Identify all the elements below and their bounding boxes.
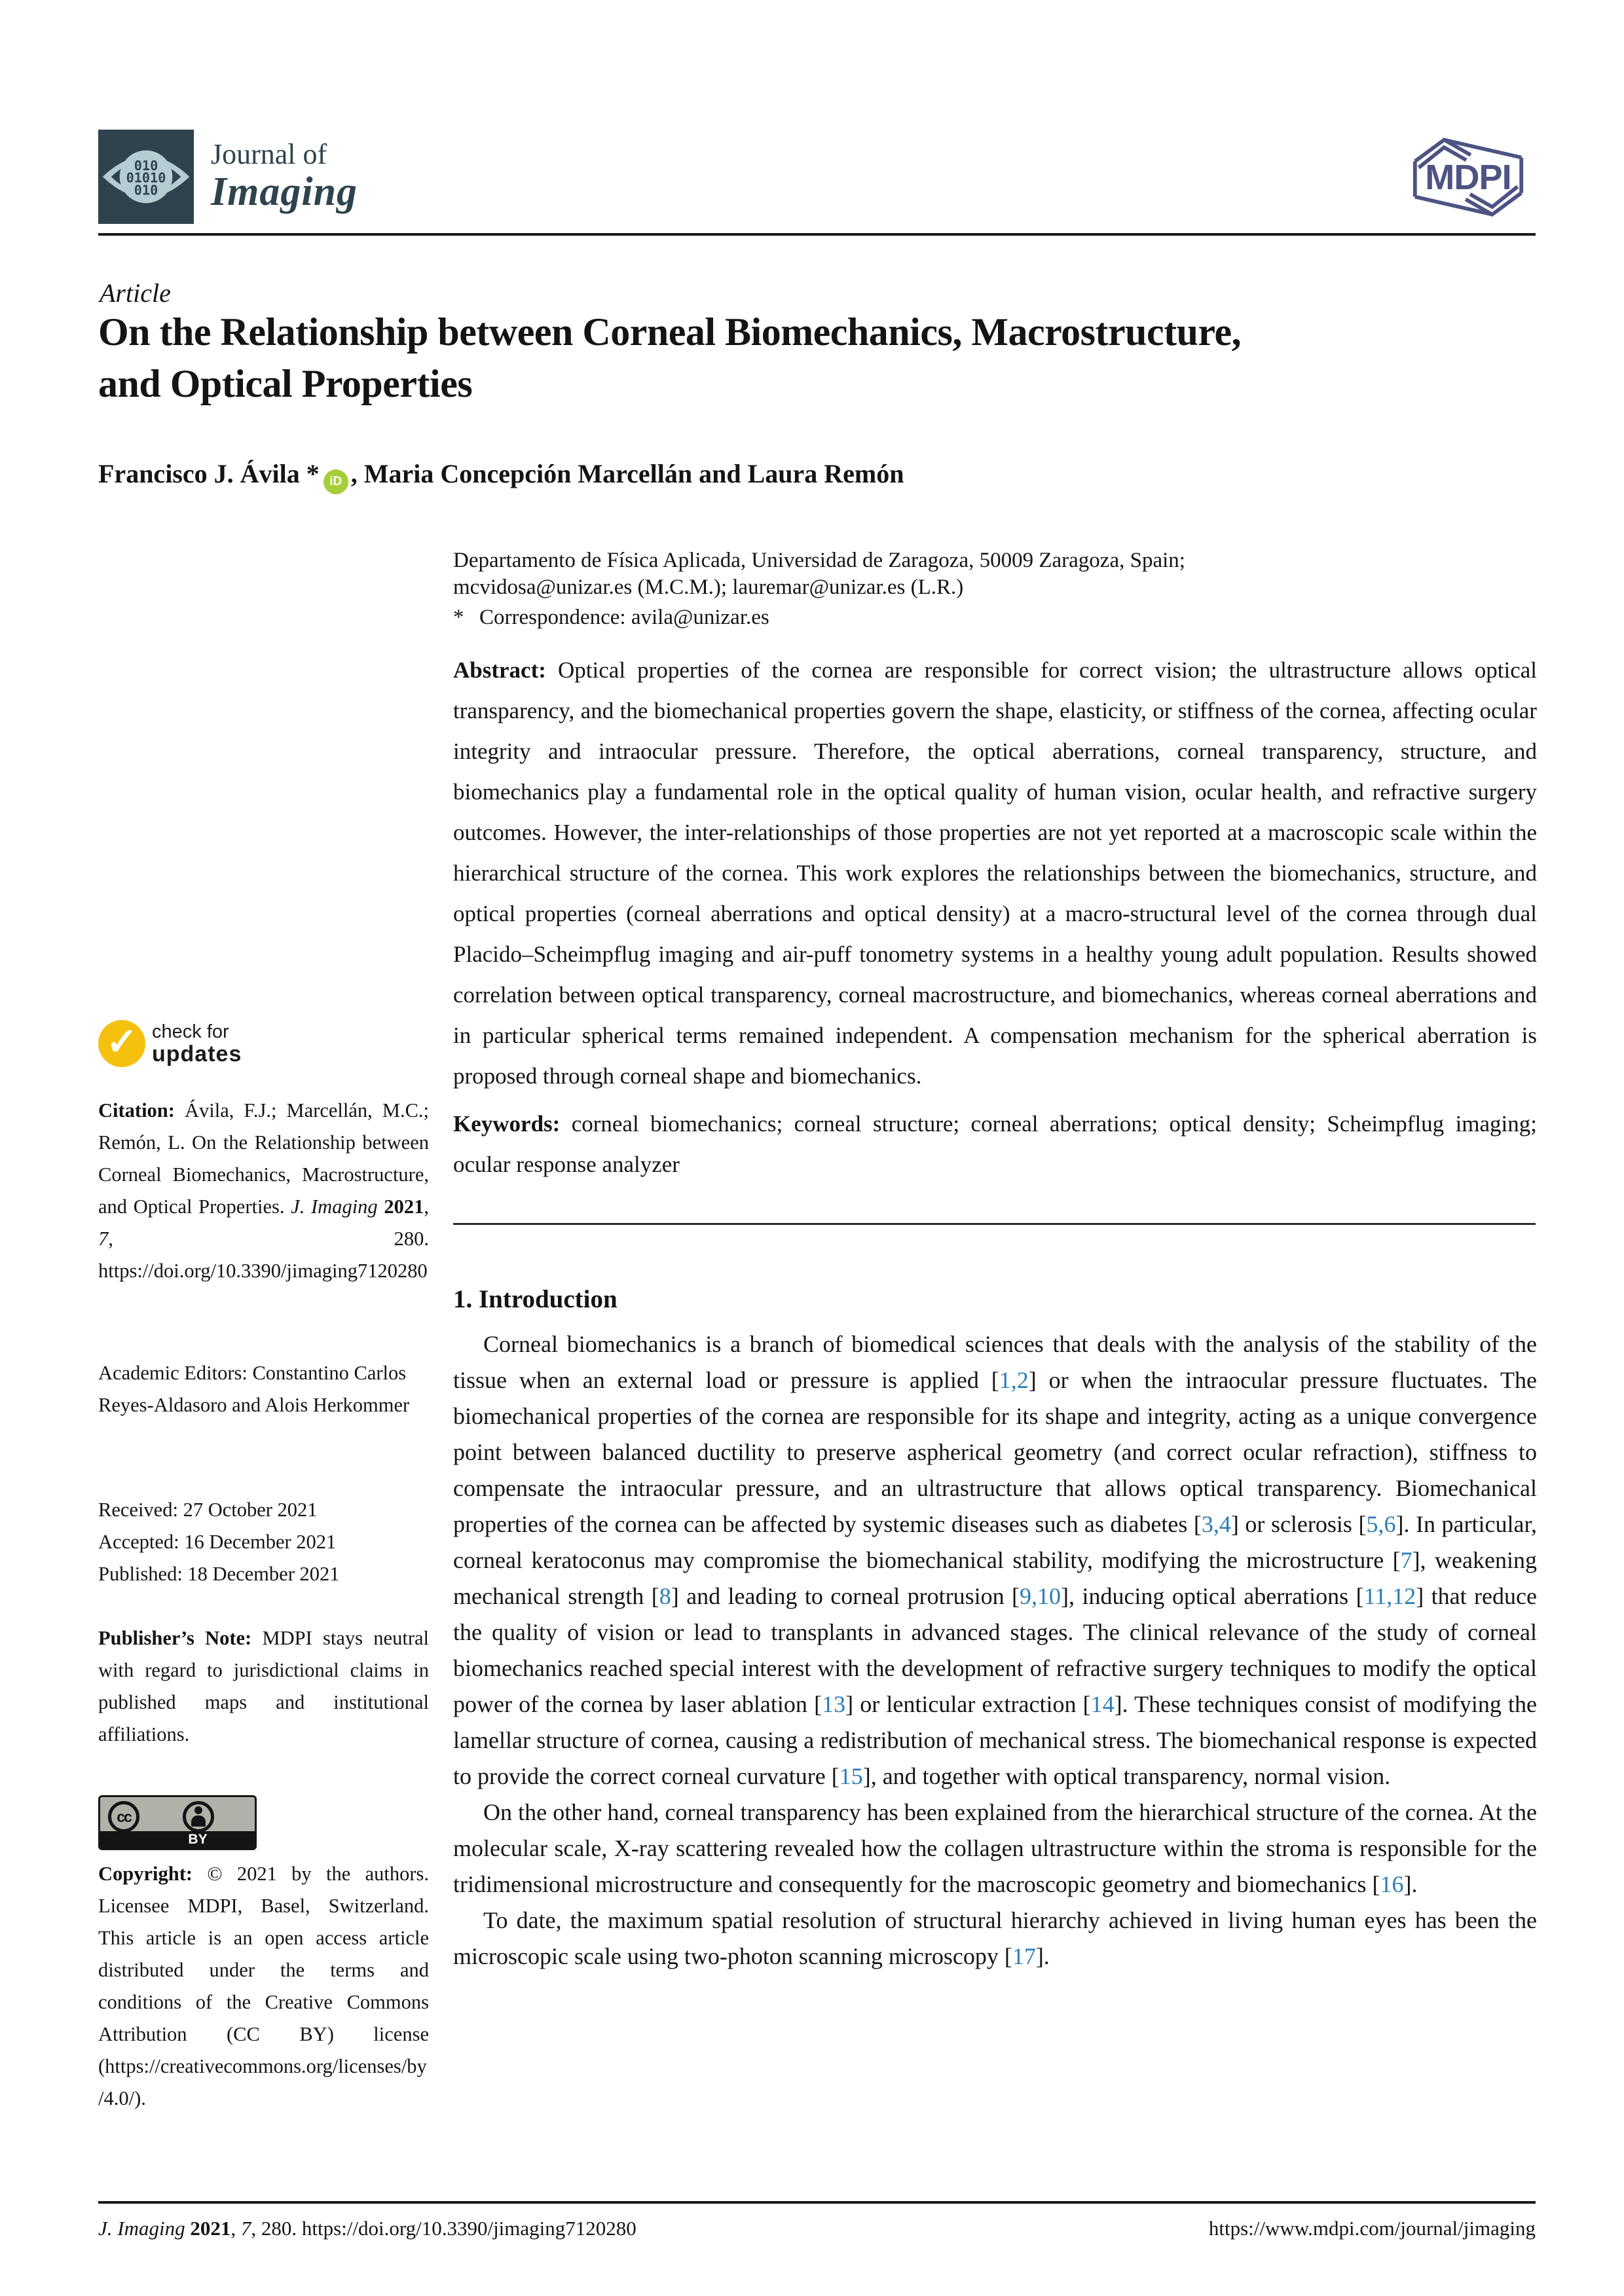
citation-block [98, 1095, 429, 1287]
cc-by-band [100, 1831, 255, 1848]
svg-text:010: 010 [134, 157, 158, 173]
publishers-note-text: MDPI stays neutral with regard to jurisdictional claims in published maps and institutional affiliations. [98, 1627, 429, 1745]
abstract-label: Abstract: [453, 657, 546, 683]
correspondence-text[interactable]: Correspondence: avila@unizar.es [479, 606, 769, 629]
academic-editors: Academic Editors: Constantino Carlos Reyes-Aldasoro and Alois Herkommer [98, 1362, 410, 1416]
correspondence-marker: * [453, 606, 464, 629]
citation-ref[interactable]: 15 [839, 1763, 863, 1789]
keywords [453, 1104, 1537, 1185]
citation-label: Citation: [98, 1099, 175, 1121]
citation-ref[interactable]: 1,2 [999, 1367, 1029, 1393]
orcid-icon[interactable]: iD [323, 469, 348, 494]
check-icon: ✓ [98, 1020, 145, 1067]
published-date: Published: 18 December 2021 [98, 1563, 340, 1585]
affiliation-line1: Departamento de Física Aplicada, Universidad de Zaragoza, 50009 Zaragoza, Spain; [453, 549, 1185, 572]
intro-paragraph-3: To date, the maximum spatial resolution of structural hierarchy achieved in living human eyes has been the microscopic scale using two-photon scanning microscopy [17]. [453, 1907, 1537, 1969]
journal-logo-eye-icon [98, 130, 194, 224]
accepted-date: Accepted: 16 December 2021 [98, 1531, 337, 1553]
keywords-text: corneal biomechanics; corneal structure; corneal aberrations; optical density; Scheimpflug imaging; ocular response analyzer [453, 1111, 1537, 1177]
svg-text:010: 010 [134, 182, 158, 198]
footer-citation: J. Imaging 2021, 7, 280. https://doi.org/10.3390/jimaging7120280 [98, 2217, 637, 2240]
received-date: Received: 27 October 2021 [98, 1499, 318, 1521]
section-heading-introduction: 1. Introduction [453, 1285, 618, 1313]
mdpi-hexagon-icon [1403, 131, 1534, 226]
citation-ref[interactable]: 9,10 [1020, 1583, 1061, 1609]
journal-name-line1: Journal of [211, 138, 327, 170]
author-names-rest: , Maria Concepción Marcellán and Laura Remón [350, 459, 904, 488]
copyright-label: Copyright: [98, 1863, 193, 1885]
svg-text:MDPI: MDPI [1425, 157, 1511, 197]
journal-name [211, 139, 358, 213]
citation-ref[interactable]: 17 [1012, 1943, 1036, 1969]
citation-ref[interactable]: 11,12 [1363, 1583, 1416, 1609]
citation-ref[interactable]: 7 [1400, 1547, 1412, 1573]
article-type-label: Article [100, 278, 171, 308]
publishers-note-label: Publisher’s Note: [98, 1627, 252, 1649]
header-rule [98, 233, 1536, 236]
svg-text:01010: 01010 [126, 170, 166, 186]
mdpi-logo[interactable] [1403, 131, 1534, 226]
author-name-avila: Francisco J. Ávila * [98, 459, 320, 488]
journal-name-line2: Imaging [211, 170, 358, 214]
page-title: On the Relationship between Corneal Biomechanics, Macrostructure, and Optical Properties [98, 310, 1242, 405]
correspondence [453, 606, 1540, 630]
affiliation [453, 547, 1540, 601]
abstract-text: Optical properties of the cornea are responsible for correct vision; the ultrastructure allows optical transparency, and the biomechanical properties govern the shape, elasticity, or stiffness of the cornea, affecting ocular integrity and intraocular pressure. Therefore, the optical aberrations, corneal transparency, structure, and biomechanics play a fundamental role in the optical quality of human vision, ocular health, and refractive surgery outcomes. However, the inter-relationships of those properties are not yet reported at a macroscopic scale within the hierarchical structure of the cornea. This work explores the relationships between the biomechanics, structure, and optical properties (corneal aberrations and optical density) at a macro-structural level of the cornea through dual Placido–Scheimpflug imaging and air-puff tonometry systems in a healthy young adult population. Results showed correlation between optical transparency, corneal macrostructure, and biomechanics, whereas corneal aberrations and in particular spherical terms remained independent. A compensation mechanism for the spherical aberration is proposed through corneal shape and biomechanics. [453, 657, 1537, 1089]
affiliation-line2: mcvidosa@unizar.es (M.C.M.); lauremar@unizar.es (L.R.) [453, 575, 964, 599]
check-for-updates-badge[interactable] [98, 1020, 242, 1067]
cc-by-license-badge[interactable] [98, 1795, 257, 1850]
publishers-note [98, 1622, 429, 1751]
check-for-updates-label: check for updates [152, 1021, 242, 1066]
footer-rule [98, 2201, 1536, 2204]
intro-paragraph-2: On the other hand, corneal transparency has been explained from the hierarchical structure of the cornea. At the molecular scale, X-ray scattering revealed how the collagen ultrastructure within the stroma is responsible for the tridimensional microstructure and consequently for the macroscopic geometry and biomechanics [16]. [453, 1799, 1537, 1897]
journal-logo[interactable] [98, 130, 194, 224]
cc-by-label: BY [188, 1832, 208, 1847]
person-icon [183, 1801, 214, 1832]
citation-ref[interactable]: 5,6 [1366, 1511, 1396, 1537]
abstract [453, 650, 1537, 1097]
authors-line [98, 458, 904, 494]
copyright-text: © 2021 by the authors. Licensee MDPI, Basel, Switzerland. This article is an open access article distributed under the terms and conditions of the Creative Commons Attribution (CC BY) license (https://creativecommons.org/licenses/by/4.0/). [98, 1863, 429, 2109]
footer-journal-url[interactable]: https://www.mdpi.com/journal/jimaging [1208, 2217, 1536, 2240]
history-dates [98, 1494, 429, 1590]
intro-paragraph-1: Corneal biomechanics is a branch of biomedical sciences that deals with the analysis of the stability of the tissue when an external load or pressure is applied [1,2] or when the intraocular pressure fluctuates. The biomechanical properties of the cornea are responsible for its shape and integrity, acting as a unique convergence point between balanced ductility to preserve aspherical geometry (and correct ocular refraction), stiffness to compensate the intraocular pressure, and an ultrastructure that allows optical transparency. Biomechanical properties of the cornea can be affected by systemic diseases such as diabetes [3,4] or sclerosis [5,6]. In particular, corneal keratoconus may compromise the biomechanical stability, modifying the microstructure [7], weakening mechanical strength [8] and leading to corneal protrusion [9,10], inducing optical aberrations [11,12] that reduce the quality of vision or lead to transplants in advanced stages. The clinical relevance of the study of corneal biomechanics reached special interest with the development of refractive surgery techniques to modify the optical power of the cornea by laser ablation [13] or lenticular extraction [14]. These techniques consist of modifying the lamellar structure of cornea, causing a redistribution of mechanical stress. The biomechanical response is expected to provide the correct corneal curvature [15], and together with optical transparency, normal vision. [453, 1331, 1537, 1789]
copyright-block [98, 1858, 429, 2115]
citation-ref[interactable]: 13 [822, 1691, 846, 1717]
cc-icon: cc [108, 1801, 139, 1832]
introduction-body [453, 1326, 1537, 1975]
citation-ref[interactable]: 14 [1090, 1691, 1115, 1717]
citation-text: Ávila, F.J.; Marcellán, M.C.; Remón, L. On the Relationship between Corneal Biomechanics, Macrostructure, and Optical Properties. J. Imaging 2021, 7, 280. https://doi.org/10.3390/jimaging7120280 [98, 1099, 430, 1282]
citation-ref[interactable]: 16 [1380, 1871, 1404, 1897]
keywords-label: Keywords: [453, 1111, 561, 1137]
citation-ref[interactable]: 8 [659, 1583, 671, 1609]
keywords-divider [453, 1223, 1536, 1225]
citation-ref[interactable]: 3,4 [1201, 1511, 1231, 1537]
